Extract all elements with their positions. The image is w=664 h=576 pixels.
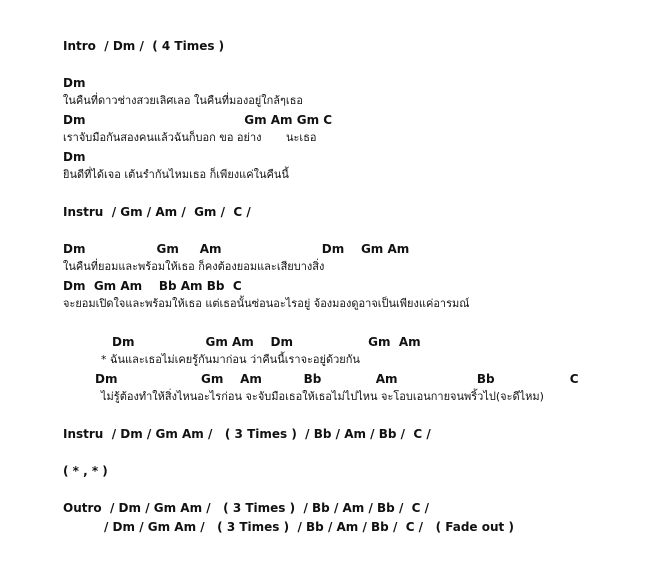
verse1-chords-1: Dm	[63, 76, 86, 90]
intro-line: Intro / Dm / ( 4 Times )	[63, 39, 225, 53]
verse1-lyric-1: ในคืนที่ดาวช่างสวยเลิศเลอ ในคืนที่มองอยู่ใกล้ๆเธอ	[63, 94, 304, 107]
verse1-chords-3: Dm	[63, 150, 86, 164]
verse2-lyric-1: ในคืนที่ยอมและพร้อมให้เธอ ก็คงต้องยอมและเสียบางสิ่ง	[63, 260, 325, 273]
outro-line-2: / Dm / Gm Am / ( 3 Times ) / Bb / Am / Bb / C / ( Fade out )	[104, 520, 514, 534]
chorus-chords-1: Dm Gm Am Dm Gm Am	[112, 335, 421, 349]
chorus-lyric-2: ไม่รู้ต้องทำให้สิ่งไหนอะไรก่อน จะจับมือเธอให้เธอไม่ไปไหน จะโอบเอนกายจนพริ้วไป(จะดีไหม)	[101, 390, 544, 403]
repeat-marker: ( * , * )	[63, 464, 108, 478]
chorus-chords-2: Dm Gm Am Bb Am Bb C	[95, 372, 579, 386]
outro-line-1: Outro / Dm / Gm Am / ( 3 Times ) / Bb / Am / Bb / C /	[63, 501, 430, 515]
verse2-lyric-2: จะยอมเปิดใจและพร้อมให้เธอ แต่เธอนั้นซ่อนอะไรอยู่ จ้องมองดูอาจเป็นเพียงแค่อารมณ์	[63, 297, 470, 310]
instru-line-2: Instru / Dm / Gm Am / ( 3 Times ) / Bb / Am / Bb / C /	[63, 427, 431, 441]
chorus-lyric-1: * ฉันและเธอไม่เคยรู้กันมาก่อน ว่าคืนนี้เราจะอยู่ด้วยกัน	[101, 353, 360, 366]
verse2-chords-1: Dm Gm Am Dm Gm Am	[63, 242, 410, 256]
verse2-chords-2: Dm Gm Am Bb Am Bb C	[63, 279, 242, 293]
verse1-lyric-3: ยินดีที่ได้เจอ เต้นรำกันไหมเธอ ก็เพียงแค่ในคืนนี้	[63, 168, 289, 181]
instru-line-1: Instru / Gm / Am / Gm / C /	[63, 205, 251, 219]
verse1-lyric-2: เราจับมือกันสองคนแล้วฉันก็บอก ขอ อย่าง นะเธอ	[63, 131, 317, 144]
verse1-chords-2: Dm Gm Am Gm C	[63, 113, 333, 127]
